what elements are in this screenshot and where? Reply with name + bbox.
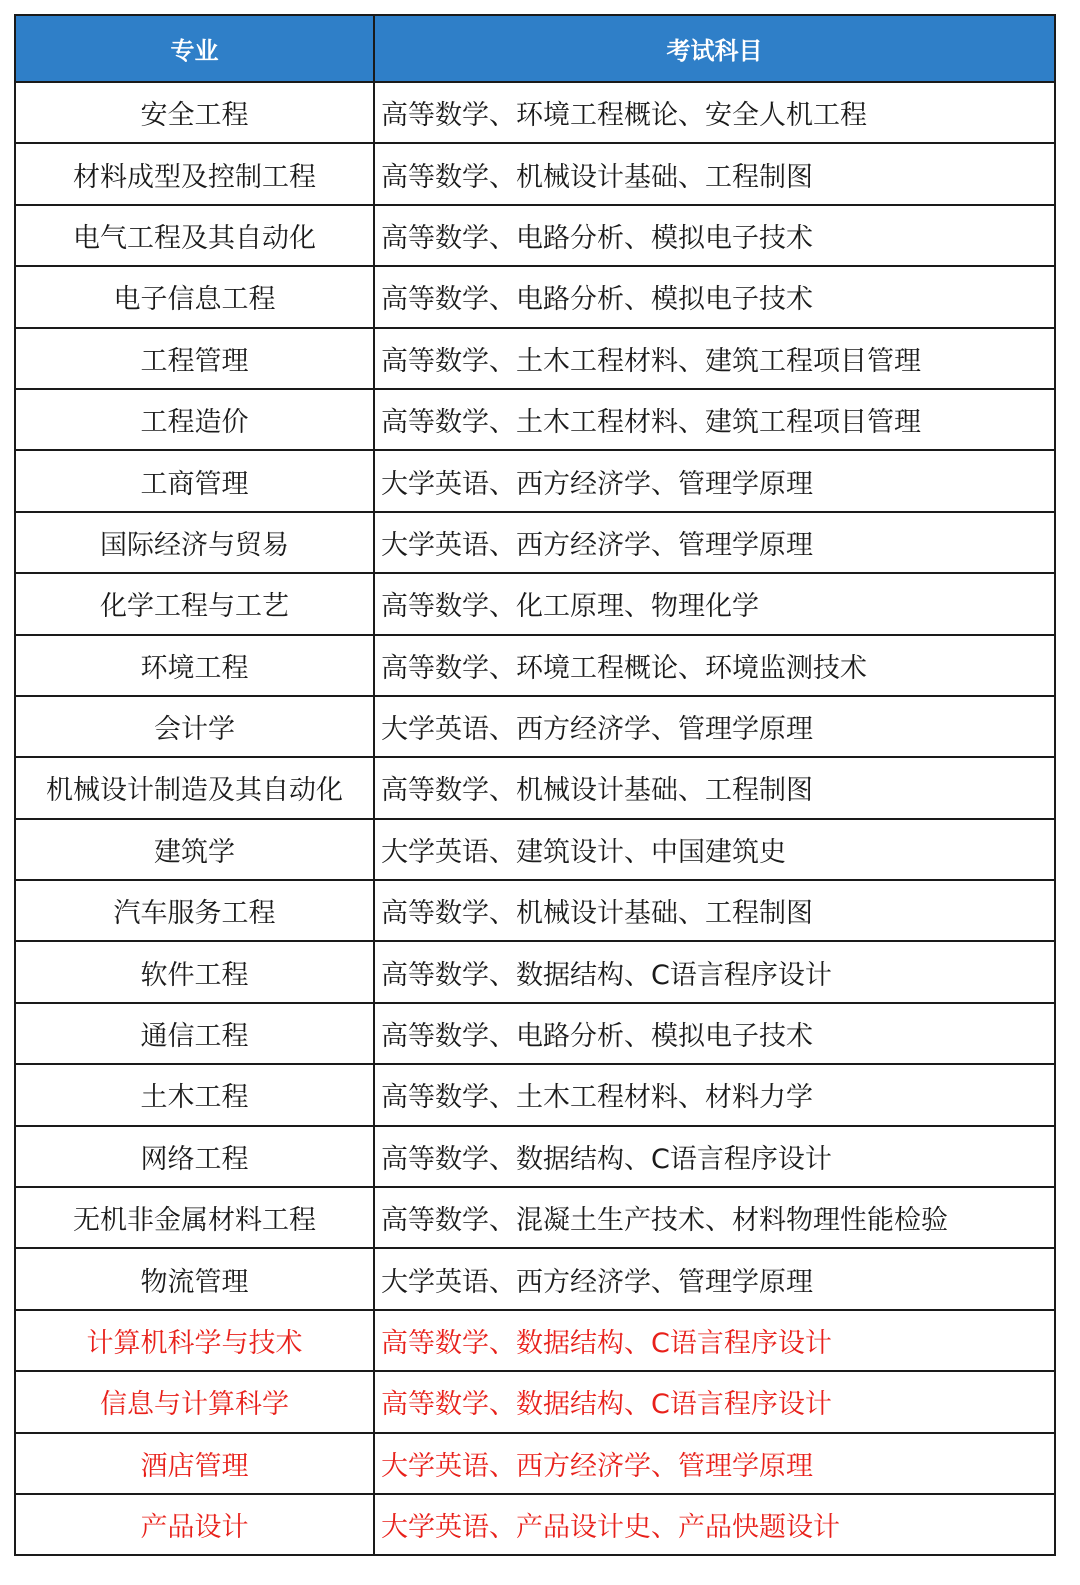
- subjects-cell: 高等数学、环境工程概论、安全人机工程: [374, 82, 1055, 143]
- subjects-cell: 大学英语、西方经济学、管理学原理: [374, 696, 1055, 757]
- major-cell: 安全工程: [15, 82, 374, 143]
- column-header-subjects: 考试科目: [374, 15, 1055, 82]
- subjects-cell: 大学英语、西方经济学、管理学原理: [374, 450, 1055, 511]
- major-cell: 建筑学: [15, 819, 374, 880]
- header-row: [15, 15, 1055, 82]
- major-cell: 国际经济与贸易: [15, 512, 374, 573]
- subjects-cell: 高等数学、环境工程概论、环境监测技术: [374, 635, 1055, 696]
- major-cell: 电子信息工程: [15, 266, 374, 327]
- major-cell: 工程造价: [15, 389, 374, 450]
- subjects-cell: 高等数学、数据结构、C语言程序设计: [374, 1310, 1055, 1371]
- exam-subjects-table-container: [14, 14, 1054, 1556]
- subjects-cell: 高等数学、电路分析、模拟电子技术: [374, 205, 1055, 266]
- major-cell: 材料成型及控制工程: [15, 143, 374, 204]
- table-row: [15, 757, 1055, 818]
- table-row: [15, 1371, 1055, 1432]
- table-row: [15, 1064, 1055, 1125]
- table-row: [15, 389, 1055, 450]
- subjects-cell: 大学英语、建筑设计、中国建筑史: [374, 819, 1055, 880]
- table-row: [15, 1433, 1055, 1494]
- table-row: [15, 82, 1055, 143]
- subjects-cell: 高等数学、数据结构、C语言程序设计: [374, 1126, 1055, 1187]
- subjects-cell: 高等数学、土木工程材料、材料力学: [374, 1064, 1055, 1125]
- subjects-cell: 大学英语、西方经济学、管理学原理: [374, 1248, 1055, 1309]
- major-cell: 化学工程与工艺: [15, 573, 374, 634]
- table-row: [15, 880, 1055, 941]
- major-cell: 网络工程: [15, 1126, 374, 1187]
- column-header-major: 专业: [15, 15, 374, 82]
- table-header: [15, 15, 1055, 82]
- subjects-cell: 大学英语、产品设计史、产品快题设计: [374, 1494, 1055, 1555]
- table-row: [15, 573, 1055, 634]
- table-row: [15, 1248, 1055, 1309]
- table-row: [15, 1494, 1055, 1555]
- subjects-cell: 高等数学、电路分析、模拟电子技术: [374, 1003, 1055, 1064]
- table-row: [15, 1126, 1055, 1187]
- table-row: [15, 819, 1055, 880]
- major-cell: 酒店管理: [15, 1433, 374, 1494]
- table-row: [15, 450, 1055, 511]
- major-cell: 环境工程: [15, 635, 374, 696]
- subjects-cell: 大学英语、西方经济学、管理学原理: [374, 512, 1055, 573]
- major-cell: 计算机科学与技术: [15, 1310, 374, 1371]
- table-body: [15, 82, 1055, 1555]
- subjects-cell: 高等数学、电路分析、模拟电子技术: [374, 266, 1055, 327]
- table-row: [15, 1310, 1055, 1371]
- major-cell: 物流管理: [15, 1248, 374, 1309]
- major-cell: 软件工程: [15, 941, 374, 1002]
- table-row: [15, 143, 1055, 204]
- subjects-cell: 高等数学、化工原理、物理化学: [374, 573, 1055, 634]
- subjects-cell: 高等数学、数据结构、C语言程序设计: [374, 941, 1055, 1002]
- table-row: [15, 1003, 1055, 1064]
- major-cell: 机械设计制造及其自动化: [15, 757, 374, 818]
- major-cell: 无机非金属材料工程: [15, 1187, 374, 1248]
- table-row: [15, 328, 1055, 389]
- subjects-cell: 高等数学、机械设计基础、工程制图: [374, 143, 1055, 204]
- major-cell: 工商管理: [15, 450, 374, 511]
- table-row: [15, 696, 1055, 757]
- subjects-cell: 高等数学、混凝土生产技术、材料物理性能检验: [374, 1187, 1055, 1248]
- table-row: [15, 1187, 1055, 1248]
- table-row: [15, 266, 1055, 327]
- major-cell: 通信工程: [15, 1003, 374, 1064]
- table-row: [15, 941, 1055, 1002]
- major-cell: 电气工程及其自动化: [15, 205, 374, 266]
- major-cell: 土木工程: [15, 1064, 374, 1125]
- exam-subjects-table: [14, 14, 1056, 1556]
- major-cell: 产品设计: [15, 1494, 374, 1555]
- major-cell: 汽车服务工程: [15, 880, 374, 941]
- table-row: [15, 635, 1055, 696]
- table-row: [15, 512, 1055, 573]
- subjects-cell: 高等数学、数据结构、C语言程序设计: [374, 1371, 1055, 1432]
- subjects-cell: 高等数学、机械设计基础、工程制图: [374, 880, 1055, 941]
- subjects-cell: 高等数学、土木工程材料、建筑工程项目管理: [374, 328, 1055, 389]
- subjects-cell: 高等数学、机械设计基础、工程制图: [374, 757, 1055, 818]
- table-row: [15, 205, 1055, 266]
- major-cell: 工程管理: [15, 328, 374, 389]
- subjects-cell: 高等数学、土木工程材料、建筑工程项目管理: [374, 389, 1055, 450]
- major-cell: 信息与计算科学: [15, 1371, 374, 1432]
- subjects-cell: 大学英语、西方经济学、管理学原理: [374, 1433, 1055, 1494]
- major-cell: 会计学: [15, 696, 374, 757]
